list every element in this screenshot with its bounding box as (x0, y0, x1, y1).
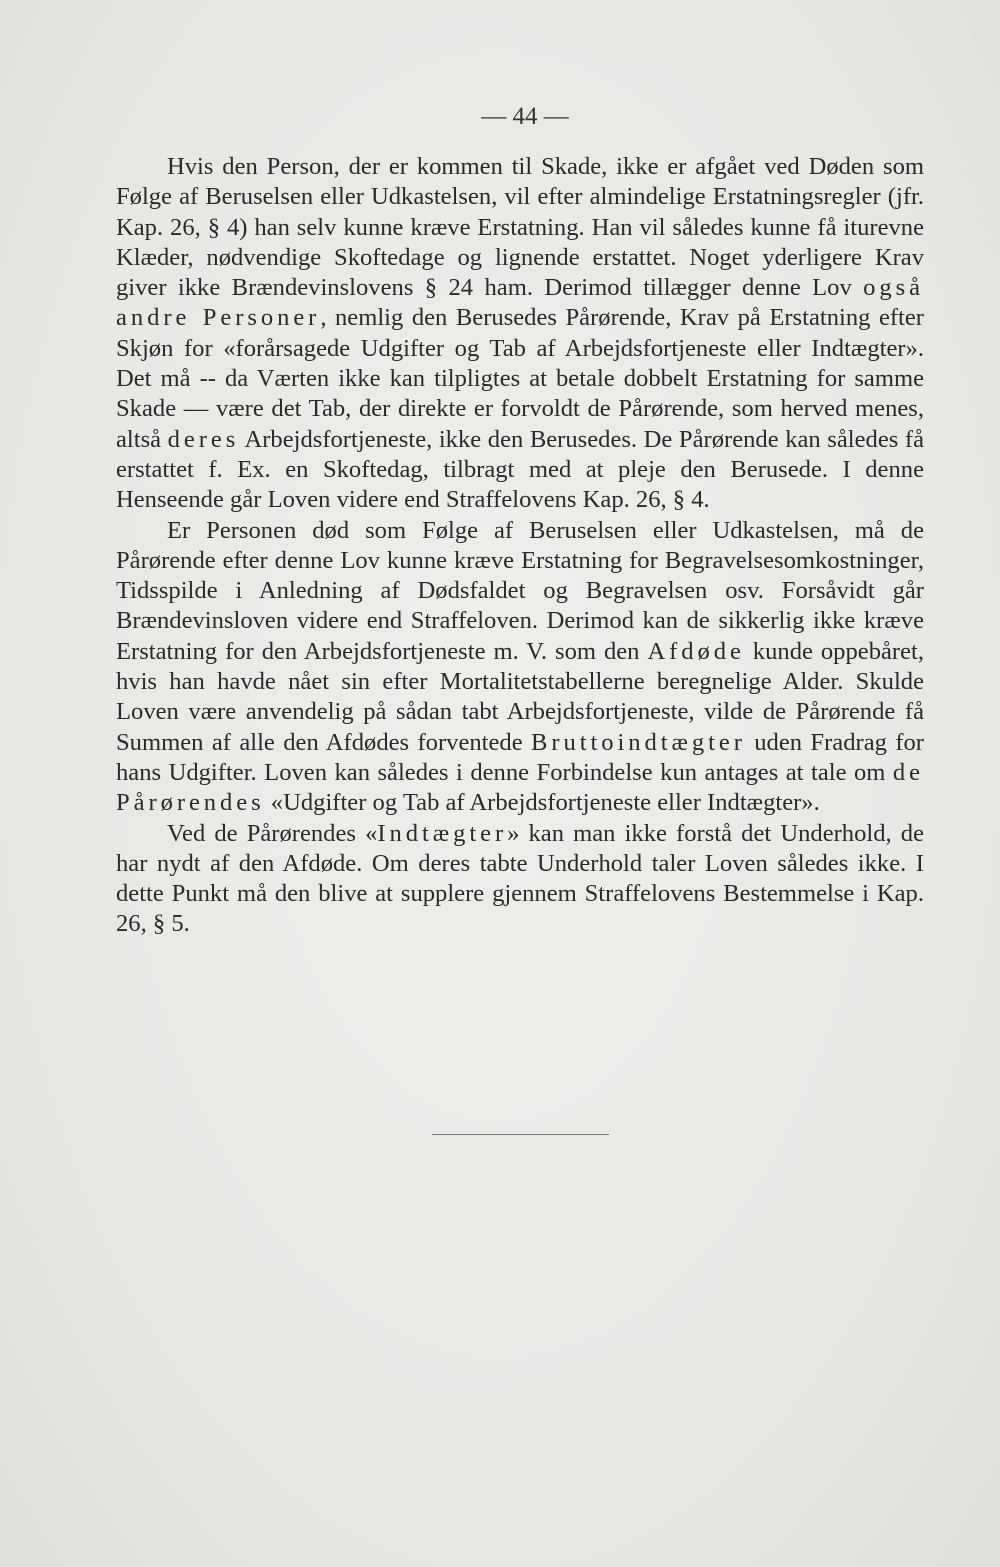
spaced-emphasis: Bruttoindtægter (531, 728, 746, 756)
text-segment: Ved de Pårørendes « (167, 819, 378, 847)
end-rule (432, 1134, 609, 1135)
text-segment: Hvis den Person, der er kommen til Skade, ikke er afgået ved Døden som Følge af Beruselsen eller Udkastelsen, vil efter almindelige Erstatningsregler (jfr. Kap. 26, § 4) han selv kunne kræve Erstatning. Han vil således kunne få iturevne Klæder, nødvendige Skoftedage og lignende erstattet. Noget yderligere Krav giver ikke Brændevinslovens § 24 ham. Derimod tillægger denne Lov (116, 153, 924, 302)
spaced-emphasis: Indtægter (377, 819, 508, 847)
spaced-emphasis: deres (167, 425, 240, 453)
text-segment: , nemlig den Berusedes Pårørende, Krav på Erstatning efter Skjøn for «forårsagede Udgifter og Tab af Arbejdsfortjeneste eller Indtægter». Det må -- da Værten ikke kan tilpligtes at betale dobbelt Erstatning for samme Skade — være det Tab, der direkte er forvoldt de Pårørende, som herved menes, altså (116, 304, 924, 453)
spaced-emphasis: de Pårørendes (116, 758, 924, 817)
page-number: — 44 — (481, 103, 569, 130)
paragraph-3 (116, 819, 924, 940)
text-segment: «Udgifter og Tab af Arbejdsfortjeneste eller Indtægter». (264, 789, 820, 817)
paragraph-2 (116, 516, 924, 819)
body-text (116, 152, 924, 940)
paragraph-1 (116, 152, 924, 516)
text-segment: Arbejdsfortjeneste, ikke den Berusedes. De Pårørende kan således få erstattet f. Ex. en Skoftedag, tilbragt med at pleje den Berusede. I denne Henseende går Loven videre end Straffelovens Kap. 26, § 4. (116, 425, 924, 514)
text-segment: kunde oppebåret, hvis han havde nået sin efter Mortalitetstabellerne beregnelige Alder. Skulde Loven være anvendelig på sådan tabt Arbejdsfortjeneste, vilde de Pårørende få Summen af alle den Afdødes forventede (116, 637, 924, 756)
text-segment: uden Fradrag for hans Udgifter. Loven kan således i denne Forbindelse kun antages at tale om (116, 728, 924, 786)
text-segment: » kan man ikke forstå det Underhold, de har nydt af den Afdøde. Om deres tabte Underhold taler Loven således ikke. I dette Punkt må den blive at supplere gjennem Straffelovens Bestemmelse i Kap. 26, § 5. (116, 819, 924, 938)
text-segment: Er Personen død som Følge af Beruselsen eller Udkastelsen, må de Pårørende efter denne Lov kunne kræve Erstatning for Begravelsesomkostninger, Tidsspilde i Anledning af Dødsfaldet og Begravelsen osv. Forsåvidt går Brændevinsloven videre end Straffeloven. Derimod kan de sikkerlig ikke kræve Erstatning for den Arbejdsfortjeneste m. V. som den (116, 516, 924, 665)
spaced-emphasis: også andre Personer (116, 274, 924, 332)
spaced-emphasis: Afdøde (647, 637, 745, 665)
